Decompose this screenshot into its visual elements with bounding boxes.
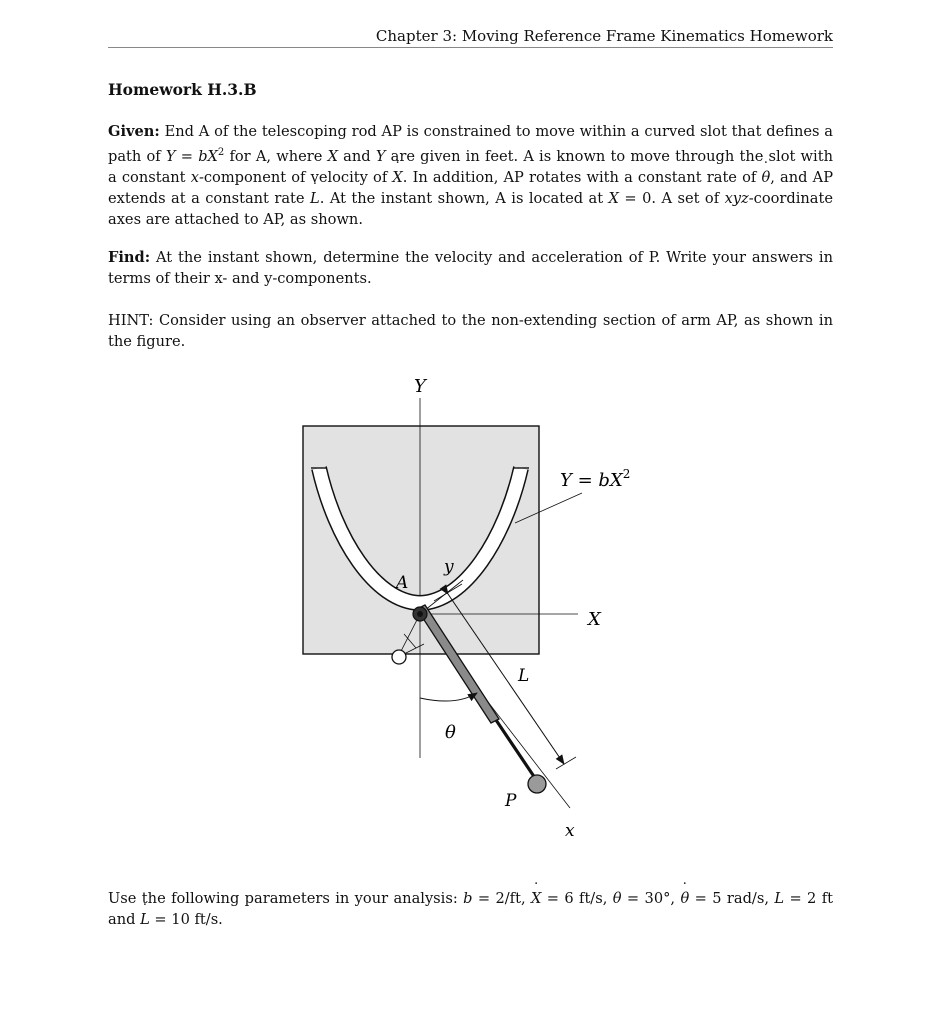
label-P: P xyxy=(505,791,517,811)
mechanism-diagram xyxy=(280,368,660,848)
hint-paragraph: HINT: Consider using an observer attached to the non-extending section of arm AP, as shown in the figure. xyxy=(108,312,833,350)
label-A: A xyxy=(396,573,409,593)
label-x: x xyxy=(565,821,575,841)
label-X-axis: X xyxy=(588,609,601,630)
parameters-paragraph: Use the following parameters in your analysis: b = 2/ft, X ˙ = 6 ft/s, θ = 30°, θ ˙ = 5 rad/s, L = 2 ft and L ˙ = 10 ft/s. xyxy=(108,888,833,930)
label-Y-axis: Y xyxy=(414,376,426,397)
theta-arc xyxy=(420,693,477,701)
homework-title: Homework H.3.B xyxy=(108,80,257,99)
label-theta: θ xyxy=(445,722,456,743)
find-label: Find: xyxy=(108,249,151,266)
pivot-circle xyxy=(392,650,406,664)
mechanism-figure xyxy=(280,368,660,852)
point-P-ball xyxy=(528,775,546,793)
label-curve-equation: $Y = bX^2$ xyxy=(560,467,631,491)
find-paragraph: Find: At the instant shown, determine the velocity and acceleration of P. Write your answers in terms of their x- and y-components. xyxy=(108,249,833,287)
given-label: Given: xyxy=(108,123,160,140)
rod-inner-section xyxy=(496,720,537,781)
label-L: L xyxy=(518,666,530,686)
chapter-header: Chapter 3: Moving Reference Frame Kinematics Homework xyxy=(375,27,833,45)
label-y: y xyxy=(444,557,454,577)
header-rule xyxy=(108,47,833,48)
given-paragraph: Given: End A of the telescoping rod AP is constrained to move within a curved slot that defines a path of $Y = bX^2$ for A, where X and Y are given in feet. A is known to move through the slot with a constant x-component of velocity of X ˙. In addition, AP rotates with a constant rate of θ ˙, and AP extends at a constant rate L ˙. At the instant shown, A is located at X = 0. A set of xyz-coordinate axes are attached to AP, as shown. xyxy=(108,121,833,230)
